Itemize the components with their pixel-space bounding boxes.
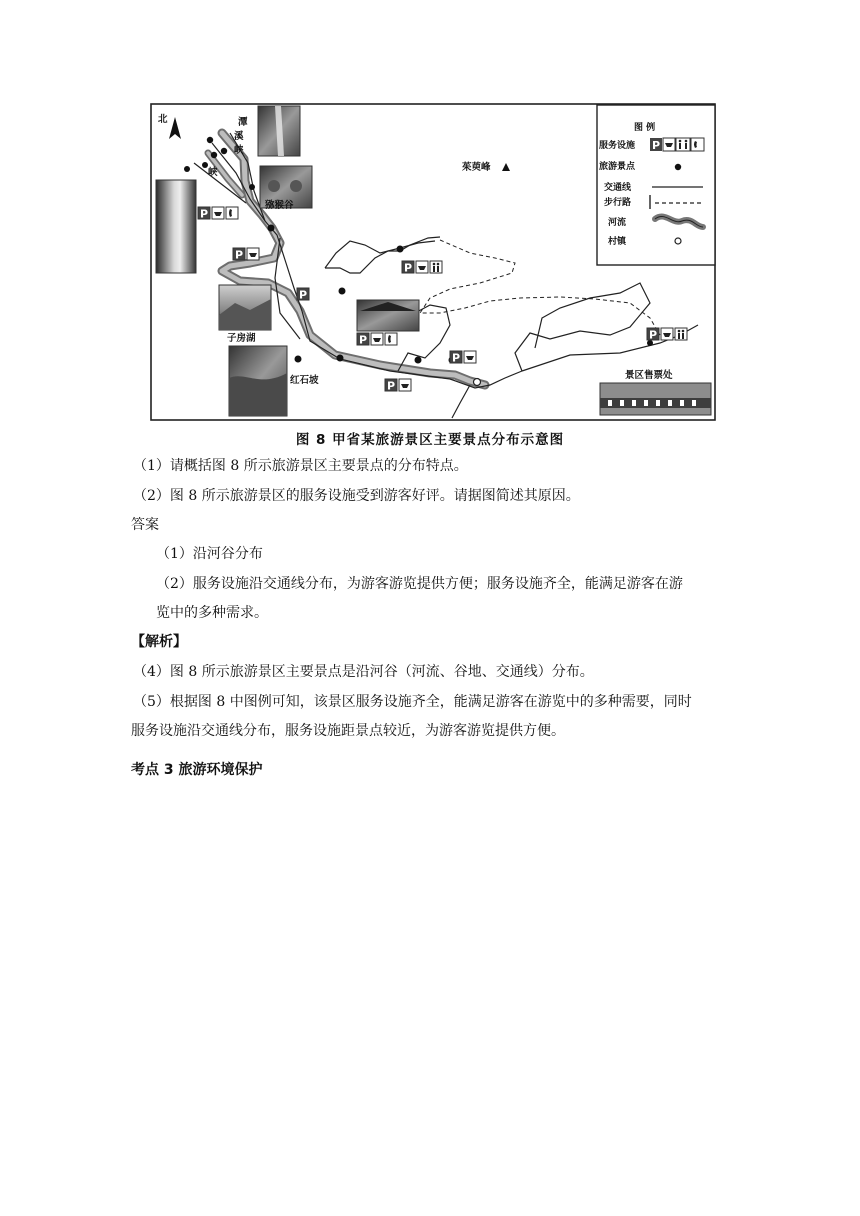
zifang-lake-label: 子房湖 <box>227 333 256 344</box>
scenic-spot-dot <box>249 184 255 190</box>
legend-service-icons <box>650 138 704 152</box>
legend-village-label: 村镇 <box>608 237 627 247</box>
parking-icon: P <box>652 139 661 152</box>
red-stone-slope-label: 红石坡 <box>290 375 319 386</box>
toilet-glyph <box>682 330 685 333</box>
answer-2-line-2: 览中的多种需求。 <box>156 605 268 621</box>
toilet-glyph <box>678 330 681 333</box>
gorge-label-char-3: 峡 <box>234 145 244 156</box>
scenic-spot-dot <box>415 357 422 364</box>
toilet-icon <box>430 261 442 273</box>
answer-1: （1）沿河谷分布 <box>156 546 263 562</box>
map-legend <box>597 105 715 265</box>
north-label: 北 <box>158 114 168 125</box>
parking-icon-letter: P <box>404 261 413 275</box>
scenic-spot-dot <box>397 246 404 253</box>
monkey-valley-label: 猕猴谷 <box>265 200 294 211</box>
toilet-glyph <box>678 333 680 339</box>
section-heading: 考点 3 旅游环境保护 <box>131 762 263 778</box>
scenic-spot-dot <box>268 225 275 232</box>
parking-icon-letter: P <box>359 333 368 347</box>
tourist-area-map <box>150 103 716 421</box>
service-facility-group <box>402 261 442 275</box>
parking-icon-letter: P <box>387 379 396 393</box>
service-facility-group <box>357 333 397 347</box>
legend-river-label: 河流 <box>608 218 627 228</box>
peak-label: 茱萸峰 <box>462 162 491 173</box>
analysis-5-line-2: 服务设施沿交通线分布，服务设施距景点较近，为游客游览提供方便。 <box>131 723 565 739</box>
scenic-spot-dot <box>295 356 302 363</box>
service-facility-group <box>198 207 238 221</box>
analysis-5-line-1: （5）根据图 8 中图例可知，该景区服务设施齐全，能满足游客在游览中的多种需要，同时 <box>133 694 692 710</box>
answer-2-line-1: （2）服务设施沿交通线分布，为游客游览提供方便；服务设施齐全，能满足游客在游 <box>156 576 683 592</box>
ticket-office-label: 景区售票处 <box>625 370 673 381</box>
gorge-label-char-1: 潭 <box>238 117 248 128</box>
question-2: （2）图 8 所示旅游景区的服务设施受到游客好评。请据图简述其原因。 <box>133 488 580 504</box>
waterfall-photo <box>156 180 196 273</box>
gorge-label-char-2: 溪 <box>234 131 244 142</box>
scenic-spot-dot <box>207 137 213 143</box>
parking-icon-letter: P <box>235 248 244 262</box>
legend-spot-label: 旅游景点 <box>599 162 636 172</box>
scenic-spot-dot <box>339 288 346 295</box>
scenic-spot-dot <box>221 148 227 154</box>
parking-icon-letter: P <box>649 328 658 342</box>
scenic-spot-dot <box>184 166 190 172</box>
gorge-label-left: 峡 <box>208 167 218 178</box>
toilet-glyph <box>433 263 436 266</box>
parking-icon-letter: P <box>200 207 209 221</box>
question-1: （1）请概括图 8 所示旅游景区主要景点的分布特点。 <box>133 458 468 474</box>
analysis-4: （4）图 8 所示旅游景区主要景点是沿河谷（河流、谷地、交通线）分布。 <box>133 664 594 680</box>
scenic-spot-dot <box>337 355 344 362</box>
toilet-glyph <box>682 333 684 339</box>
toilet-glyph <box>437 266 439 272</box>
legend-village-symbol <box>675 238 681 244</box>
scenic-spot-dot <box>211 152 217 158</box>
service-facility-group <box>297 288 309 302</box>
phone-icon <box>385 333 397 345</box>
toilet-glyph <box>433 266 435 272</box>
village-symbol <box>474 379 481 386</box>
legend-spot-dot <box>675 164 681 170</box>
toilet-glyph <box>437 263 440 266</box>
answer-heading: 答案 <box>131 517 159 533</box>
legend-road-label: 交通线 <box>604 183 632 193</box>
phone-icon <box>226 207 238 219</box>
figure-caption: 图 8 甲省某旅游景区主要景点分布示意图 <box>295 432 565 448</box>
legend-title: 图 例 <box>634 123 656 133</box>
parking-icon-letter: P <box>452 351 461 365</box>
legend-service-label: 服务设施 <box>599 141 636 151</box>
service-facility-group <box>647 328 687 342</box>
toilet-icon <box>675 328 687 340</box>
analysis-heading: 【解析】 <box>131 634 187 650</box>
parking-icon-letter: P <box>299 288 308 302</box>
legend-trail-label: 步行路 <box>604 198 632 208</box>
